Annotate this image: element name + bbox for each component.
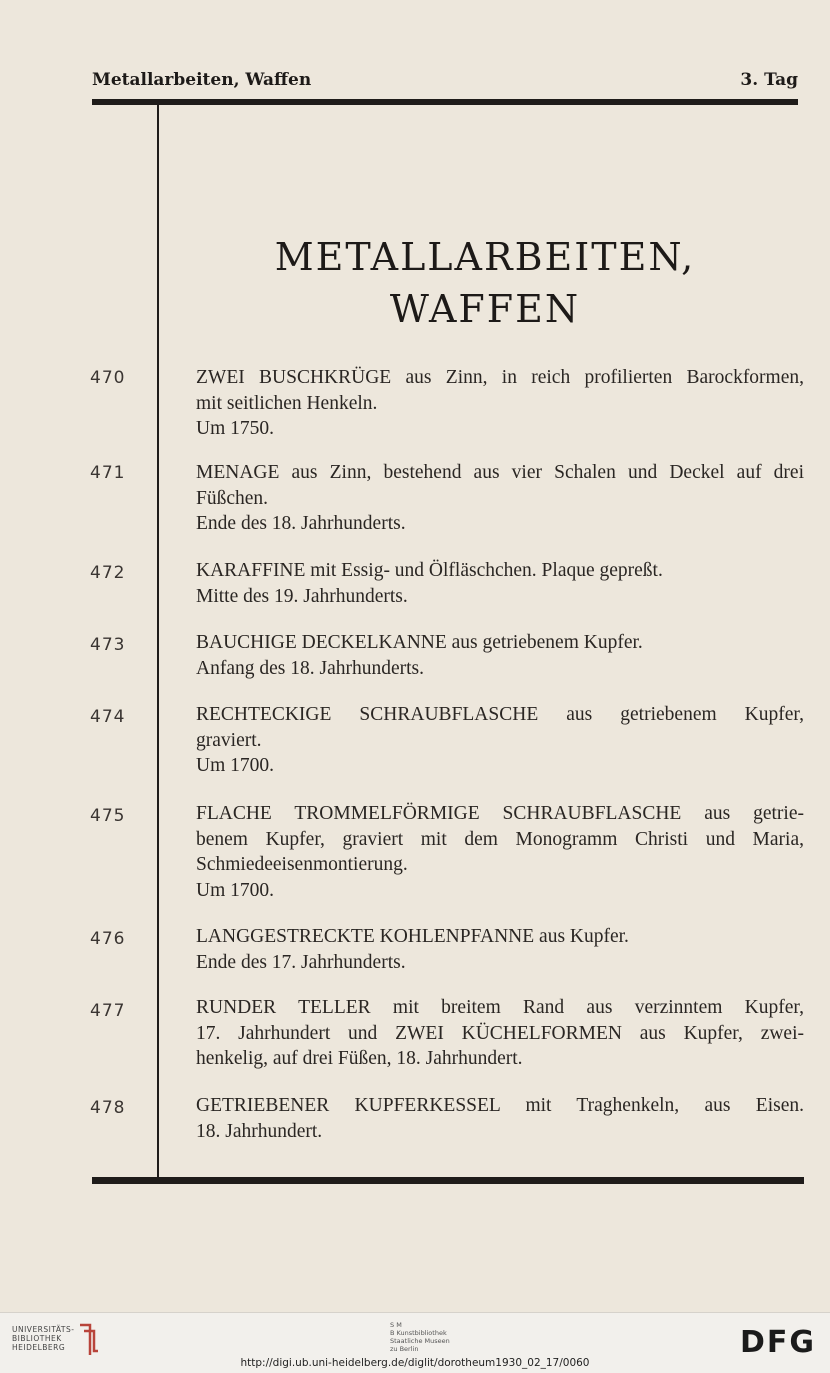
section-title-line2: WAFFEN [389,287,581,331]
library-line: BIBLIOTHEK [12,1334,62,1343]
lot-line: MENAGE aus Zinn, bestehend aus vier Schalen und Deckel auf drei [196,462,804,483]
lot-description [196,1093,804,1144]
lot-number: 472 [90,563,126,583]
lot-line: LANGGESTRECKTE KOHLENPFANNE aus Kupfer. [196,926,629,947]
dfg-logo: DFG [739,1325,816,1360]
library-line: UNIVERSITÄTS- [12,1325,75,1334]
lot-description [196,558,804,609]
lot-line: benem Kupfer, graviert mit dem Monogramm Christi und Maria, [196,828,804,850]
lot-line: KARAFFINE mit Essig- und Ölfläschchen. Plaque gepreßt. [196,560,663,581]
lot-line: FLACHE TROMMELFÖRMIGE SCHRAUBFLASCHE aus getrie- [196,803,804,824]
section-title-line1: METALLARBEITEN, [274,235,696,279]
lot-line: 18. Jahrhundert. [196,1120,323,1142]
museum-stamp [390,1321,450,1353]
stamp-line: S M [390,1321,402,1329]
running-header-day: 3. Tag [740,70,798,90]
stamp-line: Staatliche Museen [390,1337,450,1345]
lot-line: Schmiedeeisenmontierung. [196,854,408,875]
lot-number: 473 [90,635,126,655]
library-name [12,1325,74,1352]
lot-line: ZWEI BUSCHKRÜGE aus Zinn, in reich profilierten Barockformen, [196,367,804,388]
lot-line: Anfang des 18. Jahrhunderts. [196,657,424,679]
lot-line: RECHTECKIGE SCHRAUBFLASCHE aus getriebenem Kupfer, [196,704,804,725]
stamp-line: B Kunstbibliothek [390,1329,447,1337]
bottom-rule [92,1177,804,1184]
lot-line: henkelig, auf drei Füßen, 18. Jahrhundert. [196,1048,523,1069]
margin-rule [157,105,159,1177]
lot-line: BAUCHIGE DECKELKANNE aus getriebenem Kupfer. [196,632,643,653]
lot-number: 477 [90,1001,126,1021]
lot-number: 470 [90,368,126,388]
lot-line: graviert. [196,729,262,751]
lot-description [196,702,804,779]
lot-line: GETRIEBENER KUPFERKESSEL mit Traghenkeln, aus Eisen. [196,1095,804,1116]
lot-description [196,460,804,537]
lot-line: Ende des 18. Jahrhunderts. [196,513,406,534]
library-logo-icon [76,1321,100,1359]
lot-description [196,630,804,681]
lot-line: Um 1750. [196,418,274,439]
lot-description [196,365,804,442]
lot-line: Um 1700. [196,879,274,901]
top-rule [92,99,798,105]
lot-description [196,924,804,975]
lot-number: 471 [90,463,126,483]
lot-number: 474 [90,707,126,727]
lot-line: Ende des 17. Jahrhunderts. [196,951,406,973]
lot-number: 476 [90,929,126,949]
permalink-url[interactable]: http://digi.ub.uni-heidelberg.de/diglit/dorotheum1930_02_17/0060 [240,1357,590,1369]
lot-number: 475 [90,806,126,826]
running-header-title: Metallarbeiten, Waffen [92,70,312,90]
lot-line: 17. Jahrhundert und ZWEI KÜCHELFORMEN aus Kupfer, zwei- [196,1022,804,1044]
lot-description [196,801,804,903]
lot-line: RUNDER TELLER mit breitem Rand aus verzinntem Kupfer, [196,997,804,1018]
lot-description [196,995,804,1072]
lot-line: Füßchen. [196,487,269,509]
library-line: HEIDELBERG [12,1343,66,1352]
lot-line: mit seitlichen Henkeln. [196,392,378,414]
lot-line: Mitte des 19. Jahrhunderts. [196,585,408,607]
stamp-line: zu Berlin [390,1345,419,1353]
lot-number: 478 [90,1098,126,1118]
lot-line: Um 1700. [196,755,274,776]
